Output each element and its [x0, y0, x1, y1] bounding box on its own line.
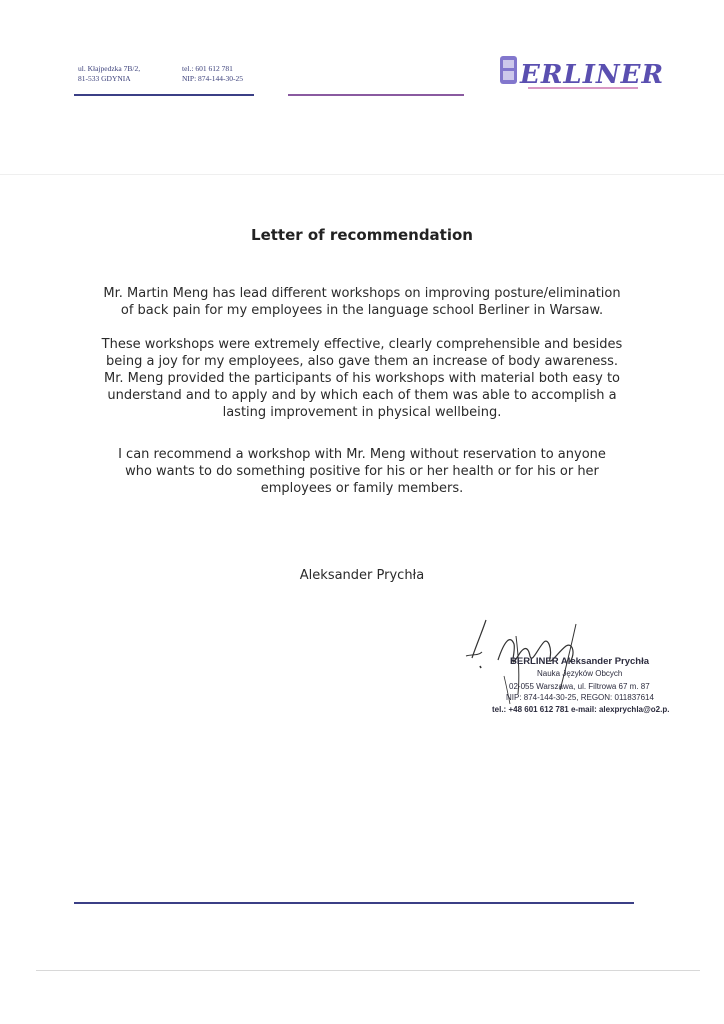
signer-name: Aleksander Prychła	[299, 568, 425, 583]
paragraph-line: I can recommend a workshop with Mr. Meng without reservation to anyone	[118, 447, 606, 462]
stamp-subtitle-line: Nauka Języków Obcych	[537, 669, 623, 678]
paragraph-line: These workshops were extremely effective, clearly comprehensible and besides	[101, 337, 623, 352]
scan-fold-line	[0, 174, 724, 175]
paragraph-2	[60, 336, 664, 421]
header-rule-left	[74, 94, 254, 96]
stamp-company-line: BERLINER Aleksander Prychła	[510, 656, 650, 667]
paragraph-1	[60, 285, 664, 319]
paragraph-line: Mr. Meng provided the participants of his workshops with material both easy to	[103, 371, 621, 386]
address-line-1: ul. Kłajpedzka 7B/2,	[78, 64, 141, 73]
paragraph-line: understand and to apply and by which each of them was able to accomplish a	[107, 388, 617, 403]
paragraph-line: employees or family members.	[260, 481, 464, 496]
berliner-logo-icon	[498, 52, 665, 94]
paragraph-line: being a joy for my employees, also gave them an increase of body awareness.	[105, 354, 619, 369]
address-line-2: 81-533 GDYNIA	[78, 74, 131, 83]
header-rule-middle	[288, 94, 464, 96]
nip-line: NIP: 874-144-30-25	[182, 74, 244, 83]
stamp-contact-line: tel.: +48 601 612 781 e-mail: alexprychla@o2.p.	[492, 705, 670, 714]
paragraph-line: who wants to do something positive for his or her health or for his or her	[125, 464, 599, 479]
stamp-address-line: 02-055 Warszawa, ul. Filtrowa 67 m. 87	[509, 682, 650, 691]
sender-address	[78, 64, 140, 84]
svg-text:ERLINER: ERLINER	[520, 60, 665, 90]
paragraph-3	[60, 446, 664, 497]
letter-title: Letter of recommendation	[251, 226, 473, 244]
paragraph-line: lasting improvement in physical wellbeing.	[222, 405, 502, 420]
phone-line: tel.: 601 612 781	[182, 64, 233, 73]
paragraph-line: of back pain for my employees in the language school Berliner in Warsaw.	[120, 303, 604, 318]
sender-contact	[182, 64, 243, 84]
footer-rule	[74, 902, 634, 904]
stamp-registry-line: NIP: 874-144-30-25, REGON: 011837614	[506, 693, 654, 702]
company-stamp	[492, 656, 702, 714]
scan-bottom-edge	[36, 970, 700, 971]
paragraph-line: Mr. Martin Meng has lead different workshops on improving posture/elimination	[103, 286, 621, 301]
berliner-logo	[498, 52, 665, 94]
